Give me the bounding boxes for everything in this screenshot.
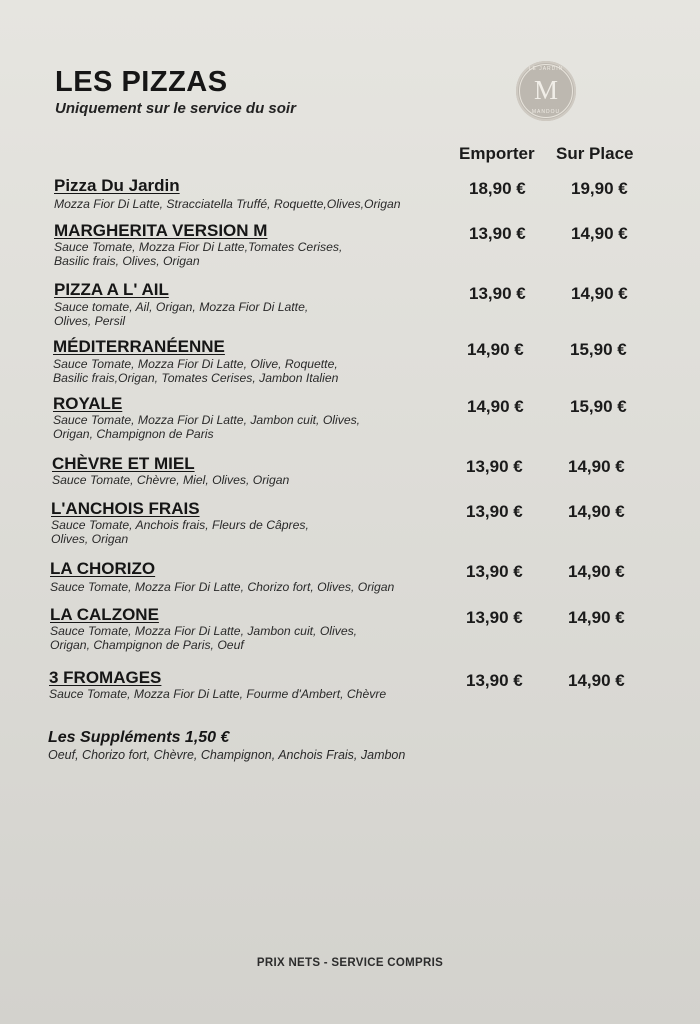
page-title: LES PIZZAS (55, 66, 228, 98)
item-description: Sauce tomate, Ail, Origan, Mozza Fior Di Latte, Olives, Persil (54, 300, 309, 328)
price-emporter: 18,90 € (469, 179, 526, 198)
item-description: Mozza Fior Di Latte, Stracciatella Truffé, Roquette,Olives,Origan (54, 197, 401, 211)
logo-letter: M (533, 75, 558, 105)
restaurant-logo (516, 61, 576, 121)
item-description: Sauce Tomate, Mozza Fior Di Latte,Tomates Cerises, Basilic frais, Olives, Origan (54, 240, 343, 268)
item-description: Sauce Tomate, Mozza Fior Di Latte, Fourme d'Ambert, Chèvre (49, 687, 387, 701)
item-name: MARGHERITA VERSION M (54, 221, 268, 240)
item-name: Pizza Du Jardin (54, 176, 180, 195)
item-name: LA CHORIZO (50, 559, 156, 578)
item-description: Sauce Tomate, Mozza Fior Di Latte, Jambon cuit, Olives, Origan, Champignon de Paris (53, 413, 361, 441)
supplements-title: Les Suppléments 1,50 € (48, 729, 230, 746)
price-emporter: 13,90 € (466, 457, 523, 476)
price-emporter: 13,90 € (466, 562, 523, 581)
item-description: Sauce Tomate, Mozza Fior Di Latte, Olive, Roquette, Basilic frais,Origan, Tomates Cerises, Jambon Italien (53, 357, 339, 385)
price-sur-place: 14,90 € (568, 671, 625, 690)
price-emporter: 14,90 € (467, 397, 524, 416)
footer-note: PRIX NETS - SERVICE COMPRIS (256, 957, 444, 969)
item-description: Sauce Tomate, Mozza Fior Di Latte, Jambon cuit, Olives, Origan, Champignon de Paris, Oeuf (50, 624, 358, 652)
item-name: CHÈVRE ET MIEL (52, 454, 195, 473)
logo-text-top: LE JARDIN (528, 66, 564, 72)
price-emporter: 13,90 € (469, 284, 526, 303)
price-emporter: 14,90 € (467, 340, 524, 359)
page-subtitle: Uniquement sur le service du soir (55, 100, 296, 117)
item-description: Sauce Tomate, Mozza Fior Di Latte, Chorizo fort, Olives, Origan (50, 580, 395, 594)
item-description: Sauce Tomate, Anchois frais, Fleurs de Câpres, Olives, Origan (51, 518, 309, 546)
price-sur-place: 15,90 € (570, 397, 627, 416)
item-name: PIZZA A L' AIL (54, 280, 169, 299)
price-emporter: 13,90 € (466, 608, 523, 627)
item-name: ROYALE (53, 394, 123, 413)
price-sur-place: 14,90 € (568, 457, 625, 476)
logo-text-bottom: MANDOU (531, 109, 561, 115)
price-sur-place: 15,90 € (570, 340, 627, 359)
item-name: L'ANCHOIS FRAIS (51, 499, 200, 518)
price-emporter: 13,90 € (469, 224, 526, 243)
price-emporter: 13,90 € (466, 502, 523, 521)
item-description: Sauce Tomate, Chèvre, Miel, Olives, Origan (52, 473, 290, 487)
price-sur-place: 14,90 € (571, 224, 628, 243)
supplements-list: Oeuf, Chorizo fort, Chèvre, Champignon, Anchois Frais, Jambon (48, 748, 406, 762)
price-sur-place: 14,90 € (568, 562, 625, 581)
price-sur-place: 19,90 € (571, 179, 628, 198)
column-header-emporter: Emporter (459, 144, 535, 163)
item-name: LA CALZONE (50, 605, 159, 624)
price-sur-place: 14,90 € (568, 502, 625, 521)
price-emporter: 13,90 € (466, 671, 523, 690)
column-header-sur-place: Sur Place (556, 144, 634, 163)
price-sur-place: 14,90 € (571, 284, 628, 303)
price-sur-place: 14,90 € (568, 608, 625, 627)
item-name: MÉDITERRANÉENNE (53, 337, 225, 356)
item-name: 3 FROMAGES (49, 668, 162, 687)
